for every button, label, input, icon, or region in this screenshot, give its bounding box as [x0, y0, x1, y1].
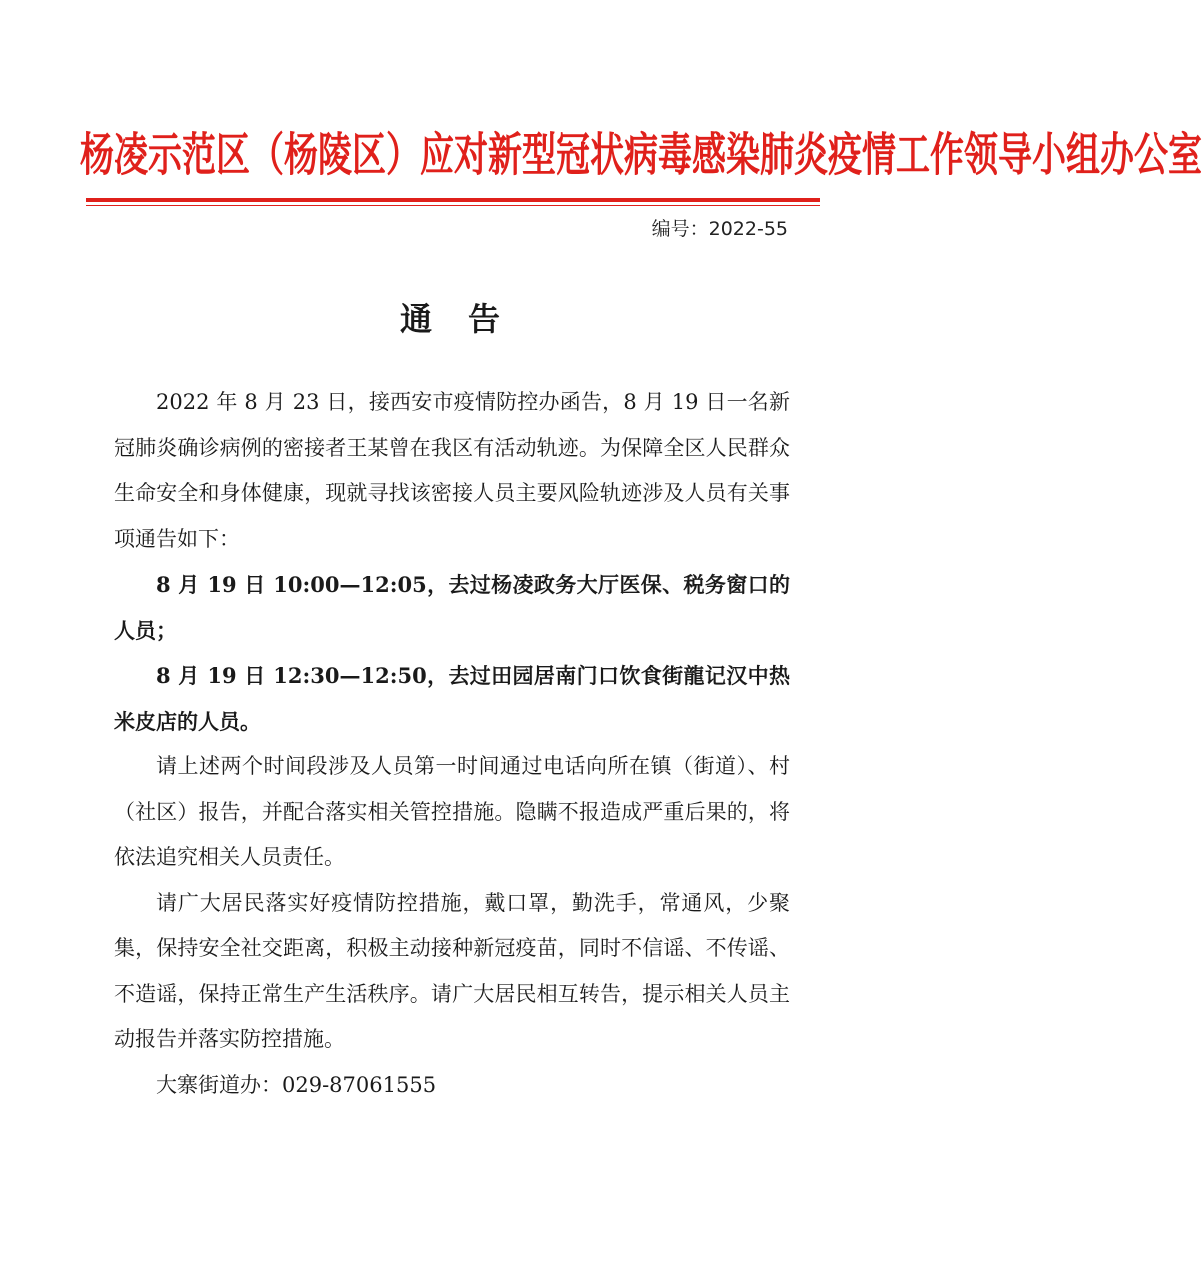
org-header-title: 杨凌示范区（杨陵区）应对新型冠状病毒感染肺炎疫情工作领导小组办公室: [80, 128, 1202, 183]
paragraph-intro: 2022 年 8 月 23 日，接西安市疫情防控办函告，8 月 19 日一名新冠肺炎确诊病例的密接者王某曾在我区有活动轨迹。为保障全区人民群众生命安全和身体健康，现就寻找该密接人员主要风险轨迹涉及人员有关事项通告如下：: [114, 390, 790, 551]
contact-line: 大寨街道办：029-87061555: [156, 1072, 437, 1097]
paragraph-report-request: 请上述两个时间段涉及人员第一时间通过电话向所在镇（街道）、村（社区）报告，并配合落实相关管控措施。隐瞒不报造成严重后果的，将依法追究相关人员责任。: [114, 754, 790, 869]
header-red-rule-thin: [86, 205, 820, 206]
notice-body: [114, 380, 790, 1108]
paragraph-trace-2: 8 月 19 日 12:30—12:50，去过田园居南门口饮食街龍记汉中热米皮店的人员。: [114, 663, 790, 734]
document-number: 编号：2022-55: [651, 218, 788, 240]
notice-title: 通告: [399, 300, 536, 338]
paragraph-trace-1: 8 月 19 日 10:00—12:05，去过杨凌政务大厅医保、税务窗口的人员；: [114, 572, 790, 643]
header-red-rule: [86, 198, 820, 202]
paragraph-prevention: 请广大居民落实好疫情防控措施，戴口罩，勤洗手，常通风，少聚集，保持安全社交距离，积极主动接种新冠疫苗，同时不信谣、不传谣、不造谣，保持正常生产生活秩序。请广大居民相互转告，提示相关人员主动报告并落实防控措施。: [114, 890, 790, 1051]
